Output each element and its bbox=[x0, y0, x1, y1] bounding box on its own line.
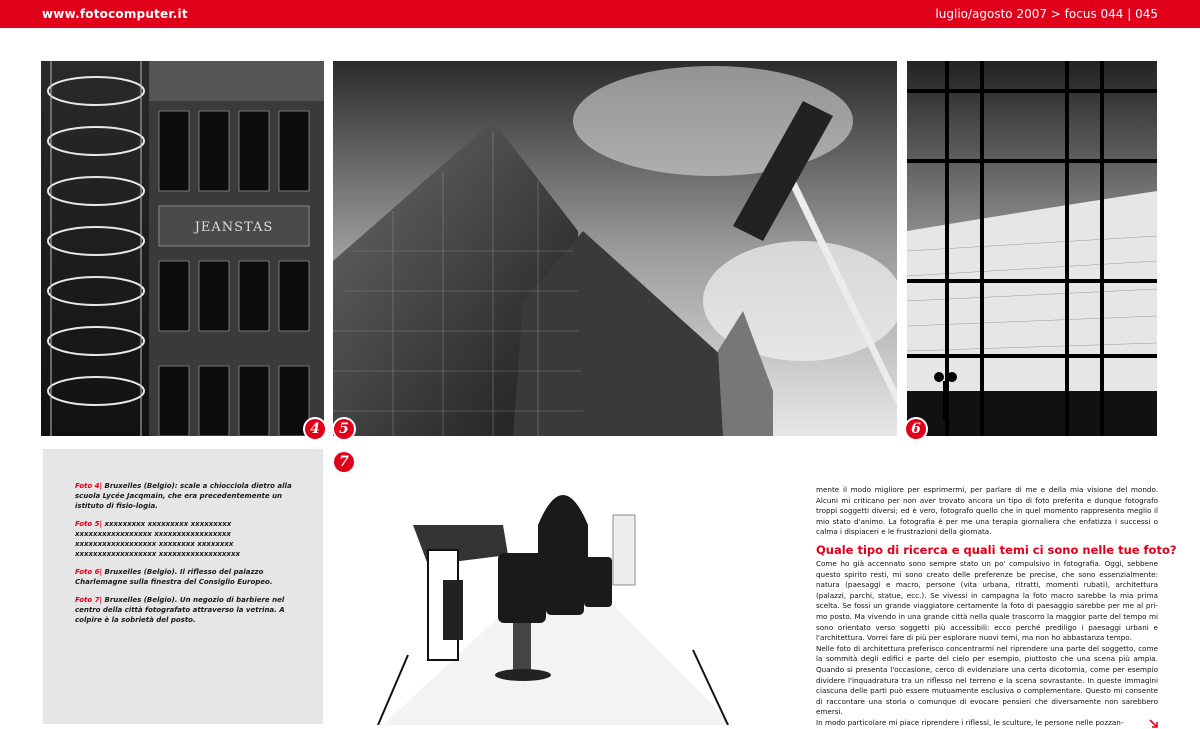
caption-4: Foto 4| Bruxelles (Belgio): scale a chiocciola dietro alla scuola Lycée Jacqmain, che era precedentemente un istituto di fisio-logia. bbox=[75, 482, 292, 510]
article-paragraph-2: Nelle foto di architettura preferisco concentrarmi nel riprendere una parte del soggetto, come la sommità degli edifici e parte del cielo per esempio, piuttosto che una scena più ampia. Quando si presenta l'occasione, cerco di evidenziare una certa dicotomia, come per esempio dividere l'inquadratura tra un riflesso nel terreno e la scena sovrastante. In queste immagini ciascuna delle parti può essere mutuamente esclusiva o complementare. Questo mi consente di raccontare una storia o comunque di evocare pensieri che diversamente non sarebbero emersi. bbox=[816, 643, 1158, 717]
photo-4-sign: JEANSTAS bbox=[194, 220, 274, 235]
photo-4-spiral-staircase bbox=[41, 61, 324, 436]
article-paragraph-3: In modo particolare mi piace riprendere i riflessi, le sculture, le persone nelle pozzan- bbox=[816, 717, 1124, 727]
photo-4-image bbox=[41, 61, 324, 436]
photo-5-number: 5 bbox=[334, 419, 354, 439]
photo-7-number: 7 bbox=[334, 452, 354, 472]
article-intro: mente il modo migliore per esprimermi, per parlare di me e della mia visione del mondo. Alcuni mi criticano per non aver trovato ancora un tipo di foto preferita e dunque fotografo troppi soggetti diversi; ed è vero, fotografo quello che in quel momento rappresenta meglio il mio stato d'animo. La fotografia è per me una terapia giornaliera che enfatizza i successi o calma i dispiaceri e le frustrazioni della giornata. bbox=[816, 485, 1158, 537]
issue-info: luglio/agosto 2007 > focus 044 | 045 bbox=[935, 7, 1158, 21]
photo-7-barber-shop bbox=[333, 455, 738, 725]
photo-6-image bbox=[907, 61, 1157, 436]
photo-5-tower bbox=[333, 61, 897, 436]
site-url[interactable]: www.fotocomputer.it bbox=[42, 7, 188, 21]
photo-6-window-reflection bbox=[907, 61, 1157, 436]
header-bar bbox=[0, 0, 1200, 28]
caption-5: Foto 5| xxxxxxxxx xxxxxxxxx xxxxxxxxx xxxxxxxxxxxxxxxxx xxxxxxxxxxxxxxxxx xxxxxxxxxxxxxxxxxx xxxxxxxx xxxxxxxx xxxxxxxxxxxxxxxxxx xxxxxxxxxxxxxxxxxx bbox=[75, 520, 240, 558]
photo-6-number: 6 bbox=[906, 419, 926, 439]
caption-7: Foto 7| Bruxelles (Belgio). Un negozio di barbiere nel centro della città fotografato attraverso la vetrina. A colpire è la sobrietà del posto. bbox=[75, 596, 285, 624]
article-column bbox=[816, 485, 1177, 728]
photo-5-image bbox=[333, 61, 897, 436]
caption-6: Foto 6| Bruxelles (Belgio). Il riflesso del palazzo Charlemagne sulla finestra del Consiglio Europeo. bbox=[75, 568, 273, 586]
article-paragraph-1: Come ho già accennato sono sempre stato un po' compulsivo in fotografia. Oggi, sebbene questo spirito resti, mi sono creato delle preferenze be precise, che sono essenzialmente: natura (paesaggi e macro, persone (vita urbana, ritratti, momenti rubati), architettura (palazzi, parchi, statue, ecc.). Se vivessi in campagna la foto macro sarebbe la mia prima scelta. Se fossi un grande viaggiatore certamente la foto di paesaggio sarebbe per me al pri-mo posto. Ma vivendo in una grande città nella quale trascorro la maggior parte del tempo mi sono orientato verso soggetti più accessibili: ecco perché prediligo i paesaggi urbani e l'architettura. Vorrei fare di più per esplorare nuovi temi, ma non ho abbastanza tempo. bbox=[816, 558, 1158, 643]
photo-7-image bbox=[333, 455, 738, 725]
continue-arrow-icon[interactable] bbox=[1149, 719, 1158, 728]
article-heading: Quale tipo di ricerca e quali temi ci sono nelle tue foto? bbox=[816, 542, 1177, 557]
captions-box bbox=[43, 449, 323, 724]
photo-4-number: 4 bbox=[305, 419, 325, 439]
